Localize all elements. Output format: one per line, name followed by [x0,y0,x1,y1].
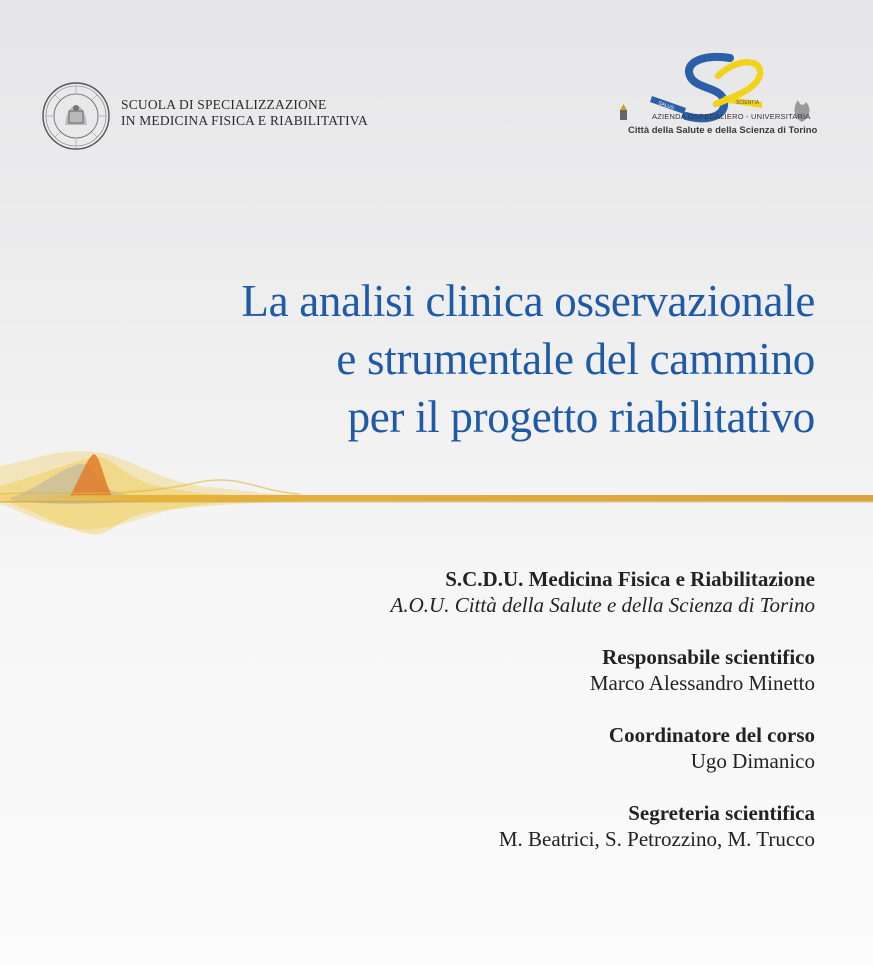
responsabile-label: Responsabile scientifico [602,645,815,669]
title-line-3: per il progetto riabilitativo [347,392,815,442]
title-line-1: La analisi clinica osservazionale [241,276,815,326]
decorative-wave-band [0,438,873,548]
page-title [241,272,815,446]
hospital-line-1: AZIENDA OSPEDALIERO - UNIVERSITARIA [652,112,811,121]
responsabile-name: Marco Alessandro Minetto [589,671,815,695]
school-line-1: SCUOLA DI SPECIALIZZAZIONE [121,97,327,112]
hospital-line-2: Città della Salute e della Scienza di Torino [628,125,818,136]
svg-text:SCIENTIA: SCIENTIA [736,100,760,106]
segreteria-block [391,800,815,852]
coordinatore-name: Ugo Dimanico [690,749,815,773]
unit-hospital: A.O.U. Città della Salute e della Scienza di Torino [390,593,815,617]
school-line-2: IN MEDICINA FISICA E RIABILITATIVA [121,113,368,128]
segreteria-names: M. Beatrici, S. Petrozzino, M. Trucco [498,827,815,851]
responsabile-block [391,644,815,696]
course-info [391,566,815,878]
school-name [121,97,368,129]
coordinatore-label: Coordinatore del corso [608,723,815,747]
unit-name: S.C.D.U. Medicina Fisica e Riabilitazione [445,567,815,591]
unit-block [391,566,815,618]
coordinatore-block [391,722,815,774]
university-seal-icon [41,81,111,151]
svg-text:SALUS: SALUS [657,100,675,112]
segreteria-label: Segreteria scientifica [628,801,815,825]
title-line-2: e strumentale del cammino [336,334,815,384]
